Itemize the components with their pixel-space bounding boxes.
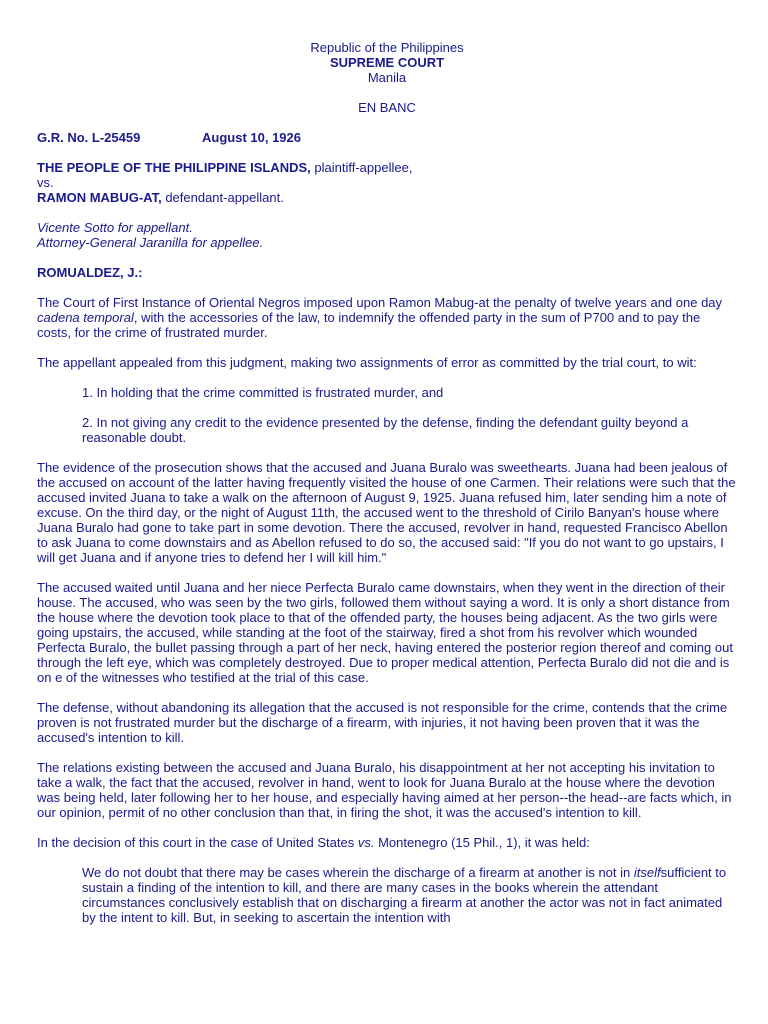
assignment-of-error-1: 1. In holding that the crime committed is frustrated murder, and	[82, 385, 444, 400]
counsel-appellee: Attorney-General Jaranilla for appellee.	[37, 235, 264, 250]
paragraph-4: The accused waited until Juana and her niece Perfecta Buralo came downstairs, when they went in the direction of their house. The accused, who was seen by the two girls, followed them without saying a word. It is only a short distance from the house where the devotion took place to that of the offended party, the houses being adjacent. As the two girls were going upstairs, the accused, while standing at the foot of the stairway, fired a shot from his revolver which wounded Perfecta Buralo, the bullet passing through a part of her neck, having entered the posterior region thereof and coming out through the left eye, which was completely destroyed. Due to proper medical attention, Perfecta Buralo did not die and is on e of the witnesses who testified at the trial of this case.	[37, 580, 733, 685]
plaintiff-role: plaintiff-appellee,	[314, 160, 413, 175]
defendant-role: defendant-appellant.	[165, 190, 284, 205]
paragraph-3: The evidence of the prosecution shows that the accused and Juana Buralo was sweethearts. Juana had been jealous of the accused on account of the latter having frequently visited the house of one Carmen. Their relations were such that the accused invited Juana to take a walk on the afternoon of August 9, 1925. Juana refused him, later sending him a note of excuse. On the third day, or the night of August 11th, the accused went to the threshold of Cirilo Banyan's house where Juana Buralo had gone to take part in some devotion. There the accused, revolver in hand, requested Francisco Abellon to ask Juana to come downstairs and as Abellon refused to do so, the accused said: "If you do not want to go upstairs, I will get Juana and if anyone tries to defend her I will kill him."	[37, 460, 736, 565]
counsel-appellant: Vicente Sotto for appellant.	[37, 220, 193, 235]
case-number: G.R. No. L-25459	[37, 130, 141, 145]
court-name: SUPREME COURT	[329, 55, 445, 70]
paragraph-2: The appellant appealed from this judgment, making two assignments of error as committed by the trial court, to wit:	[37, 355, 697, 370]
court-header	[37, 40, 737, 115]
ponente: ROMUALDEZ, J.:	[37, 265, 143, 280]
versus: vs.	[37, 175, 54, 190]
division-label: EN BANC	[358, 100, 416, 115]
defendant-line	[37, 190, 737, 205]
plaintiff-line	[37, 160, 737, 175]
paragraph-7: In the decision of this court in the case of United States vs. Montenegro (15 Phil., 1), it was held:	[37, 835, 590, 850]
republic-line: Republic of the Philippines	[310, 40, 464, 55]
paragraph-6: The relations existing between the accused and Juana Buralo, his disappointment at her not accepting his invitation to take a walk, the fact that the accused, revolver in hand, went to look for Juana Buralo at the house where the devotion was being held, later following her to her house, and especially having aimed at her person--the head--are facts which, in our opinion, permit of no other conclusion than that, in firing the shot, it was the accused's intention to kill.	[37, 760, 732, 820]
paragraph-5: The defense, without abandoning its allegation that the accused is not responsible for the crime, contends that the crime proven is not frustrated murder but the discharge of a firearm, with injuries, it not having been proven that it was the accused's intention to kill.	[37, 700, 728, 745]
assignment-of-error-2: 2. In not giving any credit to the evidence presented by the defense, finding the defendant guilty beyond a reasonable doubt.	[82, 415, 689, 445]
case-line	[37, 130, 737, 145]
decision-document	[37, 40, 737, 925]
case-date: August 10, 1926	[202, 130, 301, 145]
quoted-passage: We do not doubt that there may be cases wherein the discharge of a firearm at another is not in itselfsufficient to sustain a finding of the intention to kill, and there are many cases in the books wherein the attendant circumstances conclusively establish that on discharging a firearm at another the actor was not in fact animated by the intent to kill. But, in seeking to ascertain the intention with	[82, 865, 727, 925]
paragraph-1: The Court of First Instance of Oriental Negros imposed upon Ramon Mabug-at the penalty of twelve years and one day cadena temporal, with the accessories of the law, to indemnify the offended party in the sum of P700 and to pay the costs, for the crime of frustrated murder.	[37, 295, 723, 340]
plaintiff-name: THE PEOPLE OF THE PHILIPPINE ISLANDS,	[37, 160, 311, 175]
court-city: Manila	[367, 70, 407, 85]
defendant-name: RAMON MABUG-AT,	[37, 190, 162, 205]
